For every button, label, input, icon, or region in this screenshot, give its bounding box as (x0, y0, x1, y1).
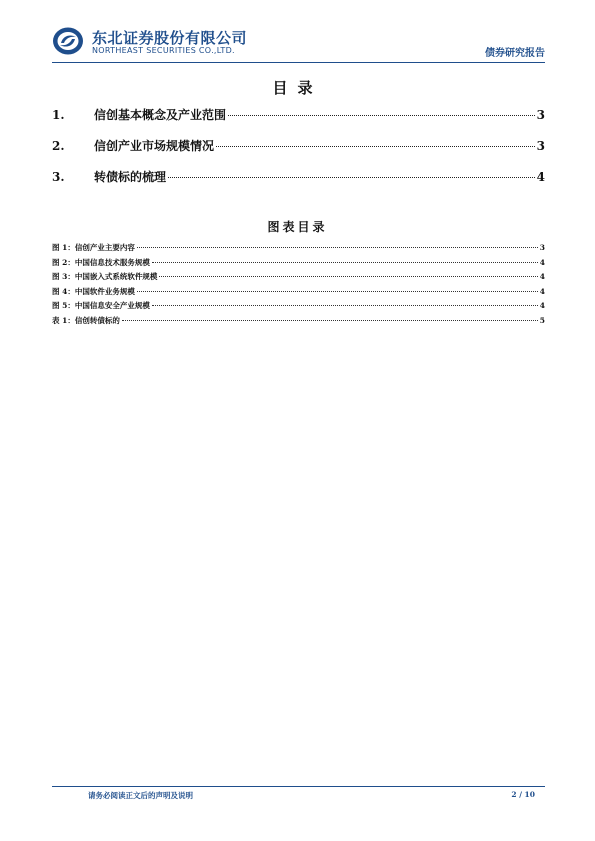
figure-item[interactable] (52, 315, 545, 330)
figure-item-page: 4 (539, 257, 545, 267)
company-name-cn: 东北证券股份有限公司 (92, 29, 248, 47)
dot-leader (122, 320, 538, 321)
toc-item[interactable] (52, 168, 545, 199)
figure-item-page: 4 (539, 301, 545, 310)
dot-leader (137, 291, 538, 292)
northeast-securities-logo-icon (52, 26, 86, 56)
toc-item-label: 信创产业市场规模情况 (94, 139, 215, 153)
figures-list (52, 242, 545, 329)
dot-leader (152, 262, 538, 263)
report-type: 债券研究报告 (485, 48, 545, 59)
footer-divider (52, 786, 545, 787)
page-header (52, 24, 545, 60)
figure-item-label: 表 1：信创转债标的 (52, 315, 120, 325)
figures-title: 图表目录 (267, 220, 328, 234)
figure-item-page: 5 (539, 315, 545, 325)
figure-item[interactable] (52, 286, 545, 301)
dot-leader (159, 276, 537, 277)
figure-item-label: 图 4：中国软件业务规模 (52, 286, 135, 296)
toc-item-label: 信创基本概念及产业范围 (94, 108, 227, 122)
figure-item[interactable] (52, 257, 545, 272)
toc-item-number: 2. (52, 139, 65, 153)
figure-item-label: 图 3：中国嵌入式系统软件规模 (52, 272, 158, 281)
toc-list (52, 106, 545, 199)
figure-item-label: 图 2：中国信息技术服务规模 (52, 257, 150, 267)
header-divider (52, 62, 545, 63)
dot-leader (228, 115, 535, 116)
figure-item-label: 图 1：信创产业主要内容 (52, 243, 135, 252)
figure-item[interactable] (52, 300, 545, 315)
figure-item-page: 4 (539, 286, 545, 296)
dot-leader (216, 146, 535, 147)
figure-item-page: 4 (539, 272, 545, 281)
toc-item-page: 3 (536, 139, 545, 153)
toc-item-label: 转债标的梳理 (94, 170, 167, 184)
toc-item[interactable] (52, 106, 545, 137)
dot-leader (152, 305, 538, 306)
toc-item-page: 3 (536, 108, 545, 122)
toc-item[interactable] (52, 137, 545, 168)
toc-item-page: 4 (536, 170, 545, 184)
figure-item-page: 3 (539, 243, 545, 252)
dot-leader (137, 247, 538, 248)
figure-item[interactable] (52, 242, 545, 257)
toc-item-number: 1. (52, 108, 65, 122)
toc-item-number: 3. (52, 170, 65, 184)
figure-item[interactable] (52, 271, 545, 286)
footer-disclaimer: 请务必阅读正文后的声明及说明 (88, 791, 193, 800)
company-name-en: NORTHEAST SECURITIES CO.,LTD. (92, 46, 235, 55)
toc-title: 目录 (272, 79, 323, 97)
page-number: 2 / 10 (511, 790, 535, 799)
figure-item-label: 图 5：中国信息安全产业规模 (52, 301, 150, 310)
dot-leader (168, 177, 535, 178)
